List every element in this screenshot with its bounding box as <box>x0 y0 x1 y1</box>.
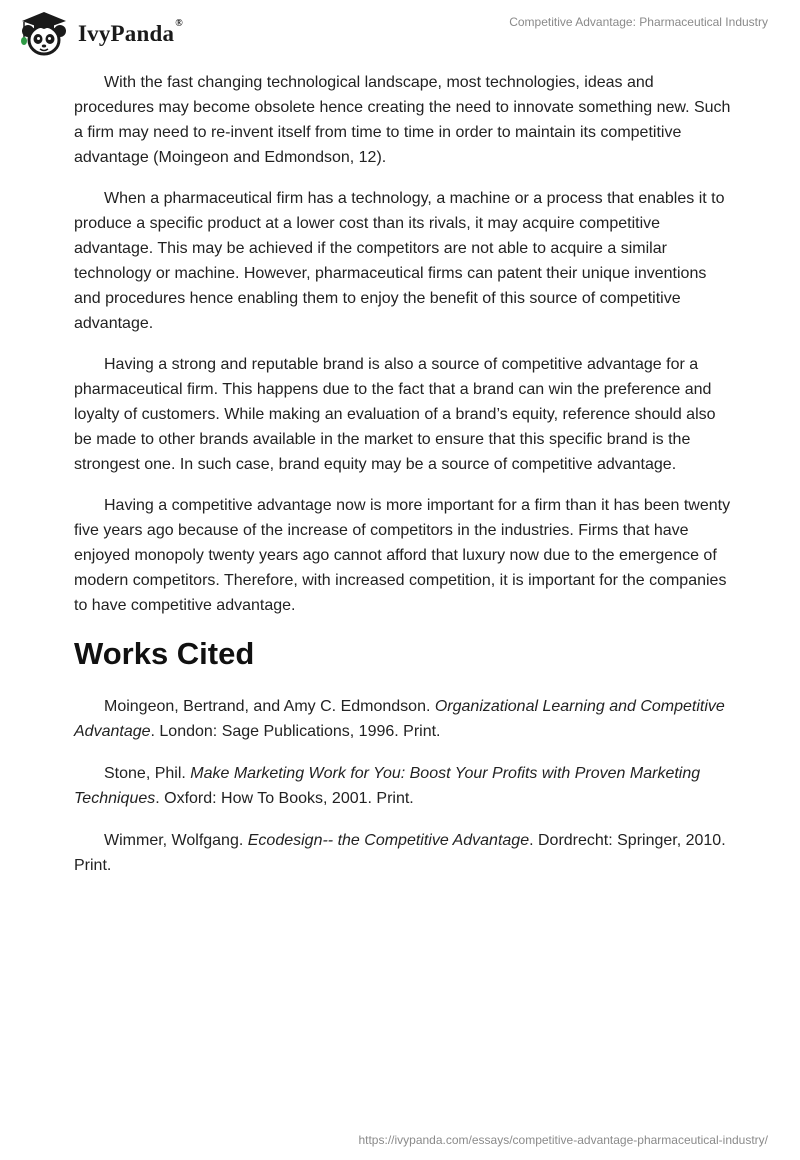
citation-publisher: . London: Sage Publications, 1996. Print. <box>150 723 441 740</box>
running-title: Competitive Advantage: Pharmaceutical Industry <box>509 15 768 29</box>
citation-title: Ecodesign-- the Competitive Advantage <box>247 832 530 849</box>
citation-publisher: . Oxford: How To Books, 2001. Print. <box>155 790 414 807</box>
site-logo[interactable] <box>14 9 183 57</box>
citation-title: Organizational Learning and Competitive Advantage <box>74 698 725 740</box>
logo-wordmark: IvyPanda® <box>78 18 183 46</box>
citation-author: Moingeon, Bertrand, and Amy C. Edmondson. <box>104 698 435 715</box>
body-paragraph-3: Having a strong and reputable brand is also a source of competitive advantage for a pharmaceutical firm. This happens due to the fact that a brand can win the preference and loyalty of customers. While making an evaluation of a brand’s equity, reference should also be made to other brands available in the market to ensure that this specific brand is the strongest one. In such case, brand equity may be a source of competitive advantage. <box>74 356 716 473</box>
body-paragraph-4: Having a competitive advantage now is more important for a firm than it has been twenty five years ago because of the increase of competitors in the industries. Firms that have enjoyed monopoly twenty years ago cannot afford that luxury now due to the emergence of modern competitors. Therefore, with increased competition, it is important for the companies to have competitive advantage. <box>74 497 731 614</box>
citation-entry-3 <box>74 828 734 878</box>
essay-content <box>74 70 734 895</box>
citation-title: Make Marketing Work for You: Boost Your Profits with Proven Marketing Techniques <box>74 765 701 807</box>
citation-publisher: . Dordrecht: Springer, 2010. Print. <box>74 832 726 874</box>
source-url-link[interactable]: https://ivypanda.com/essays/competitive-advantage-pharmaceutical-industry/ <box>358 1133 768 1147</box>
citation-author: Wimmer, Wolfgang. <box>104 832 248 849</box>
works-cited-heading: Works Cited <box>74 636 255 671</box>
body-paragraph-2: When a pharmaceutical firm has a technology, a machine or a process that enables it to produce a specific product at a lower cost than its rivals, it may acquire competitive advantage. This may be achieved if the competitors are not able to acquire a similar technology or machine. However, pharmaceutical firms can patent their unique inventions and procedures hence enabling them to enjoy the benefit of this source of competitive advantage. <box>74 190 725 332</box>
body-paragraph-1: With the fast changing technological landscape, most technologies, ideas and procedures may become obsolete hence creating the need to innovate something new. Such a firm may need to re-invent itself from time to time in order to maintain its competitive advantage (Moingeon and Edmondson, 12). <box>74 74 731 166</box>
panda-graduation-cap-icon <box>14 9 76 57</box>
citation-entry-1 <box>74 694 734 744</box>
citation-entry-2 <box>74 761 734 811</box>
citation-author: Stone, Phil. <box>104 765 191 782</box>
